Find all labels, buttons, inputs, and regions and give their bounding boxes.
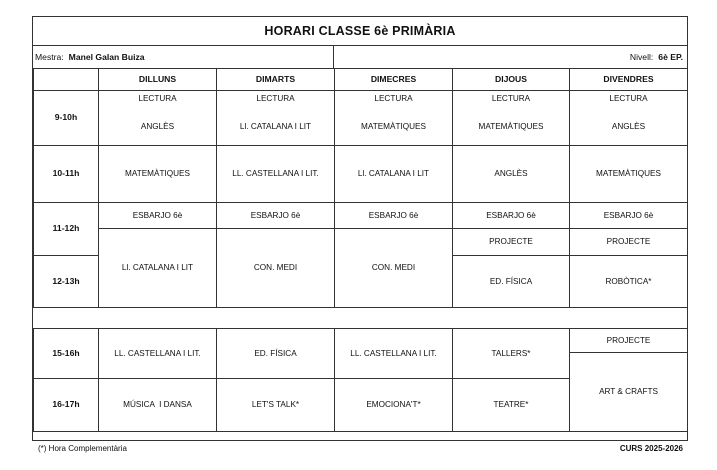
day-header-friday: DIVENDRES [570, 69, 688, 91]
cell-wed-recess: ESBARJO 6è [335, 203, 453, 229]
cell-tue-9-10 [217, 91, 335, 146]
cell-thu-project: PROJECTE [453, 229, 570, 256]
cell-mon-10-11: MATEMÀTIQUES [99, 146, 217, 203]
corner-cell [34, 69, 99, 91]
cell-fri-9-10 [570, 91, 688, 146]
subject-label: ANGLÈS [140, 122, 175, 131]
cell-thu-12-13: ED. FÍSICA [453, 256, 570, 308]
cell-fri-10-11: MATEMÀTIQUES [570, 146, 688, 203]
cell-tue-15-16: ED. FÍSICA [217, 329, 335, 379]
cell-fri-art-crafts: ART & CRAFTS [570, 353, 688, 432]
cell-mon-11-13: Ll. CATALANA I LIT [99, 229, 217, 308]
lunch-gap-row [34, 308, 688, 329]
day-header-tuesday: DIMARTS [217, 69, 335, 91]
level-label: Nivell: [629, 52, 654, 62]
cell-thu-16-17: TEATRE* [453, 379, 570, 432]
cell-wed-16-17: EMOCIONA'T* [335, 379, 453, 432]
cell-tue-11-13: CON. MEDI [217, 229, 335, 308]
row-11-12a [34, 203, 688, 229]
time-15-16: 15-16h [34, 329, 99, 379]
cell-thu-15-16: TALLERS* [453, 329, 570, 379]
cell-tue-10-11: LL. CASTELLANA I LIT. [217, 146, 335, 203]
time-10-11: 10-11h [34, 146, 99, 203]
cell-mon-15-16: LL. CASTELLANA I LIT. [99, 329, 217, 379]
course-year: CURS 2025-2026 [619, 444, 683, 453]
timetable [33, 68, 688, 432]
reading-label: LECTURA [374, 94, 413, 103]
level-value: 6è EP. [658, 52, 683, 62]
row-11-12b [34, 229, 688, 256]
teacher-label: Mestra: [35, 52, 64, 62]
row-9-10 [34, 91, 688, 146]
row-15-16a [34, 329, 688, 353]
footnote: (*) Hora Complementària [38, 444, 127, 453]
time-9-10: 9-10h [34, 91, 99, 146]
subject-label: MATEMÀTIQUES [478, 122, 544, 131]
header-row [34, 69, 688, 91]
cell-mon-recess: ESBARJO 6è [99, 203, 217, 229]
cell-mon-16-17: MÚSICA I DANSA [99, 379, 217, 432]
subject-label: Ll. CATALANA I LIT [239, 122, 312, 131]
page-title: HORARI CLASSE 6è PRIMÀRIA [32, 16, 688, 46]
cell-fri-12-13: ROBÒTICA* [570, 256, 688, 308]
cell-thu-10-11: ANGLÈS [453, 146, 570, 203]
day-header-thursday: DIJOUS [453, 69, 570, 91]
cell-thu-9-10 [453, 91, 570, 146]
level-info [630, 46, 683, 68]
cell-fri-project-afternoon: PROJECTE [570, 329, 688, 353]
cell-wed-15-16: LL. CASTELLANA I LIT. [335, 329, 453, 379]
cell-wed-9-10 [335, 91, 453, 146]
teacher-name: Manel Galan Buiza [68, 52, 145, 62]
cell-tue-16-17: LET'S TALK* [217, 379, 335, 432]
subject-label: ANGLÈS [611, 122, 646, 131]
subject-label: MATEMÀTIQUES [361, 122, 426, 131]
reading-label: LECTURA [491, 94, 531, 103]
day-header-monday: DILLUNS [99, 69, 217, 91]
cell-mon-9-10 [99, 91, 217, 146]
cell-wed-10-11: Ll. CATALANA I LIT [335, 146, 453, 203]
day-header-wednesday: DIMECRES [335, 69, 453, 91]
lunch-gap [34, 308, 688, 329]
time-11-12: 11-12h [34, 203, 99, 256]
reading-label: LECTURA [256, 94, 295, 103]
cell-tue-recess: ESBARJO 6è [217, 203, 335, 229]
time-12-13: 12-13h [34, 256, 99, 308]
cell-wed-11-13: CON. MEDI [335, 229, 453, 308]
teacher-info [35, 46, 145, 68]
info-divider [333, 46, 334, 68]
cell-thu-recess: ESBARJO 6è [453, 203, 570, 229]
time-16-17: 16-17h [34, 379, 99, 432]
cell-fri-recess: ESBARJO 6è [570, 203, 688, 229]
row-10-11 [34, 146, 688, 203]
reading-label: LECTURA [609, 94, 648, 103]
reading-label: LECTURA [138, 94, 177, 103]
cell-fri-project: PROJECTE [570, 229, 688, 256]
